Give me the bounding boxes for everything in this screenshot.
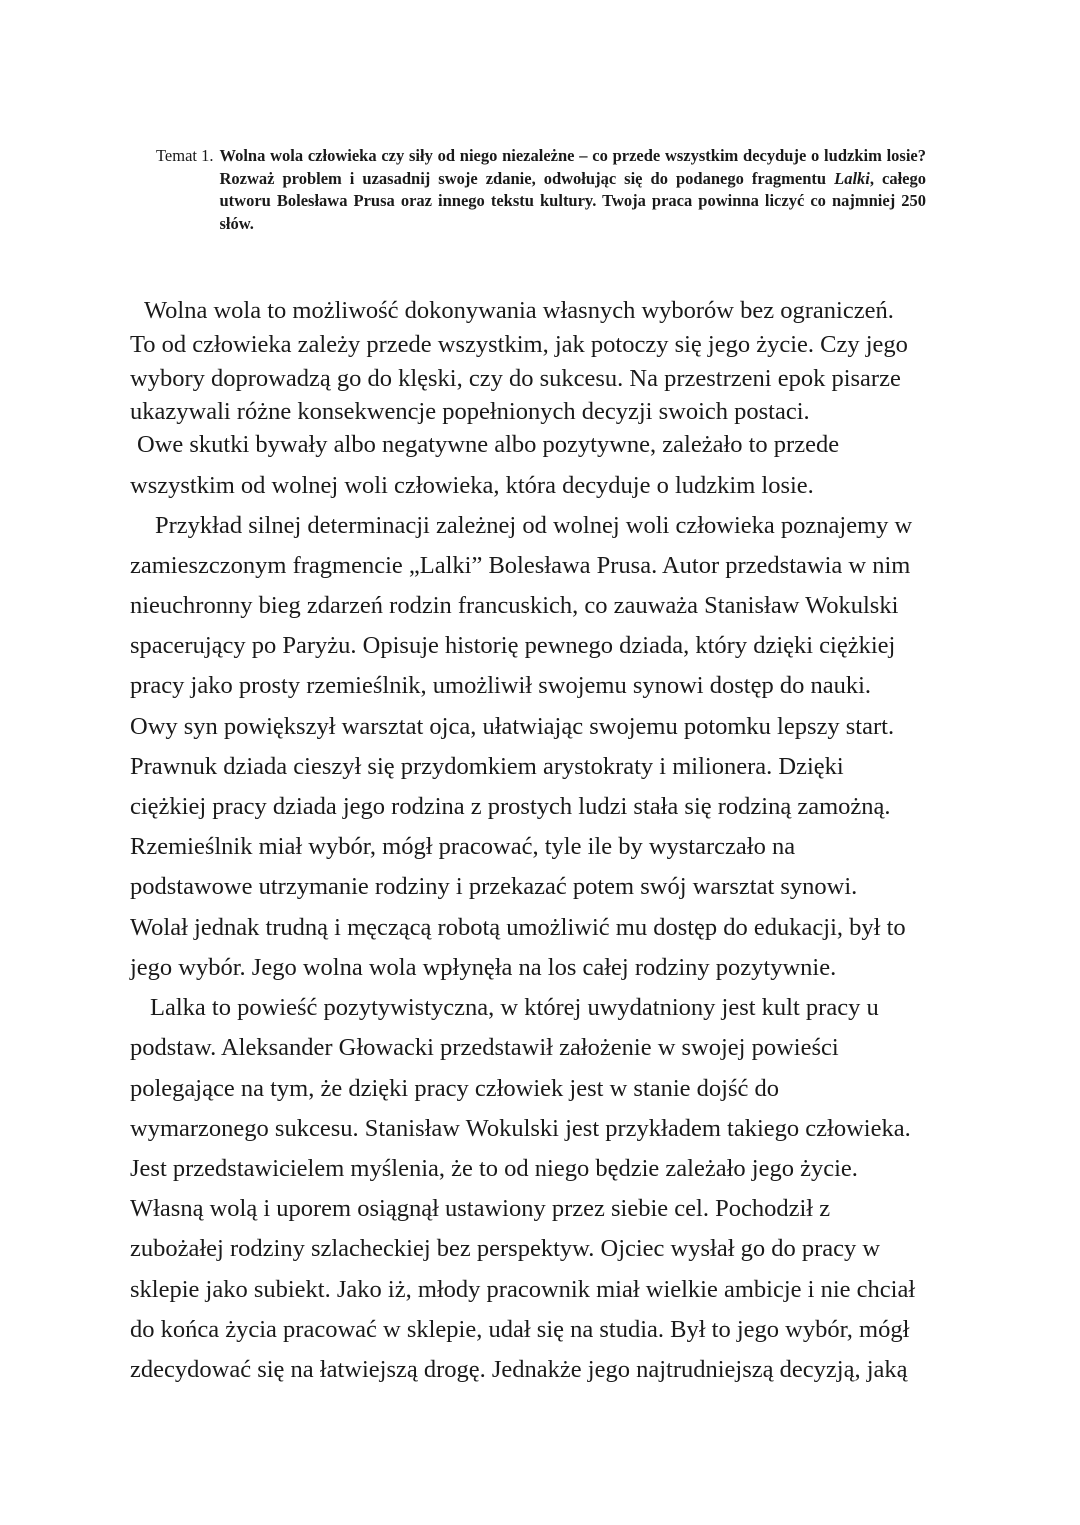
essay-line: Owe skutki bywały albo negatywne albo pozytywne, zależało to przede — [137, 431, 840, 458]
topic-question — [220, 145, 927, 235]
essay-line: zdecydować się na łatwiejszą drogę. Jednakże jego najtrudniejszą decyzją, jaką — [130, 1356, 908, 1383]
essay-line: polegające na tym, że dzięki pracy człowiek jest w stanie dojść do — [130, 1075, 779, 1102]
essay-line: jego wybór. Jego wolna wola wpłynęła na los całej rodziny pozytywnie. — [130, 954, 837, 981]
topic-text-part1: Wolna wola człowieka czy siły od niego niezależne – co przede wszystkim decyduje o ludzkim losie? Rozważ problem i uzasadnij swoje zdanie, odwołując się do podanego fragmentu — [219, 146, 926, 188]
essay-line: sklepie jako subiekt. Jako iż, młody pracownik miał wielkie ambicje i nie chciał — [130, 1276, 916, 1303]
essay-line: zamieszczonym fragmencie „Lalki” Bolesława Prusa. Autor przedstawia w nim — [130, 552, 911, 579]
essay-line: ciężkiej pracy dziada jego rodzina z prostych ludzi stała się rodziną zamożną. — [130, 793, 891, 820]
essay-line: Przykład silnej determinacji zależnej od wolnej woli człowieka poznajemy w — [155, 512, 913, 539]
essay-topic — [156, 145, 926, 235]
essay-line: Wolna wola to możliwość dokonywania własnych wyborów bez ograniczeń. — [144, 297, 894, 324]
essay-line: zubożałej rodziny szlacheckiej bez perspektyw. Ojciec wysłał go do pracy w — [130, 1235, 881, 1262]
essay-line: wybory doprowadzą go do klęski, czy do sukcesu. Na przestrzeni epok pisarze — [130, 365, 901, 392]
essay-line: Jest przedstawicielem myślenia, że to od niego będzie zależało jego życie. — [130, 1155, 858, 1182]
topic-book-title: Lalki — [834, 168, 870, 188]
essay-line: podstawowe utrzymanie rodziny i przekazać potem swój warsztat synowi. — [130, 873, 858, 900]
essay-line: Prawnuk dziada cieszył się przydomkiem arystokraty i milionera. Dzięki — [130, 753, 844, 780]
topic-number: Temat 1. — [156, 146, 214, 165]
essay-line: Lalka to powieść pozytywistyczna, w której uwydatniony jest kult pracy u — [150, 994, 879, 1021]
essay-line: wszystkim od wolnej woli człowieka, która decyduje o ludzkim losie. — [130, 472, 814, 499]
essay-line: pracy jako prosty rzemieślnik, umożliwił swojemu synowi dostęp do nauki. — [130, 672, 872, 699]
essay-line: spacerujący po Paryżu. Opisuje historię pewnego dziada, który dzięki ciężkiej — [130, 632, 896, 659]
essay-line: Własną wolą i uporem osiągnął ustawiony przez siebie cel. Pochodził z — [130, 1195, 831, 1222]
essay-line: wymarzonego sukcesu. Stanisław Wokulski jest przykładem takiego człowieka. — [130, 1115, 911, 1142]
essay-line: podstaw. Aleksander Głowacki przedstawił założenie w swojej powieści — [130, 1034, 839, 1061]
essay-line: To od człowieka zależy przede wszystkim, jak potoczy się jego życie. Czy jego — [130, 331, 908, 358]
essay-line: Owy syn powiększył warsztat ojca, ułatwiając swojemu potomku lepszy start. — [130, 713, 895, 740]
essay-line: Wolał jednak trudną i męczącą robotą umożliwić mu dostęp do edukacji, był to — [130, 914, 906, 941]
essay-line: ukazywali różne konsekwencje popełnionych decyzji swoich postaci. — [130, 398, 810, 425]
essay-line: do końca życia pracować w sklepie, udał się na studia. Był to jego wybór, mógł — [130, 1316, 910, 1343]
topic-text-part2: , całego utworu Bolesława Prusa oraz innego tekstu kultury. Twoja praca powinna liczyć co najmniej 250 słów. — [219, 168, 927, 233]
essay-line: Rzemieślnik miał wybór, mógł pracować, tyle ile by wystarczało na — [130, 833, 796, 860]
essay-line: nieuchronny bieg zdarzeń rodzin francuskich, co zauważa Stanisław Wokulski — [130, 592, 899, 619]
